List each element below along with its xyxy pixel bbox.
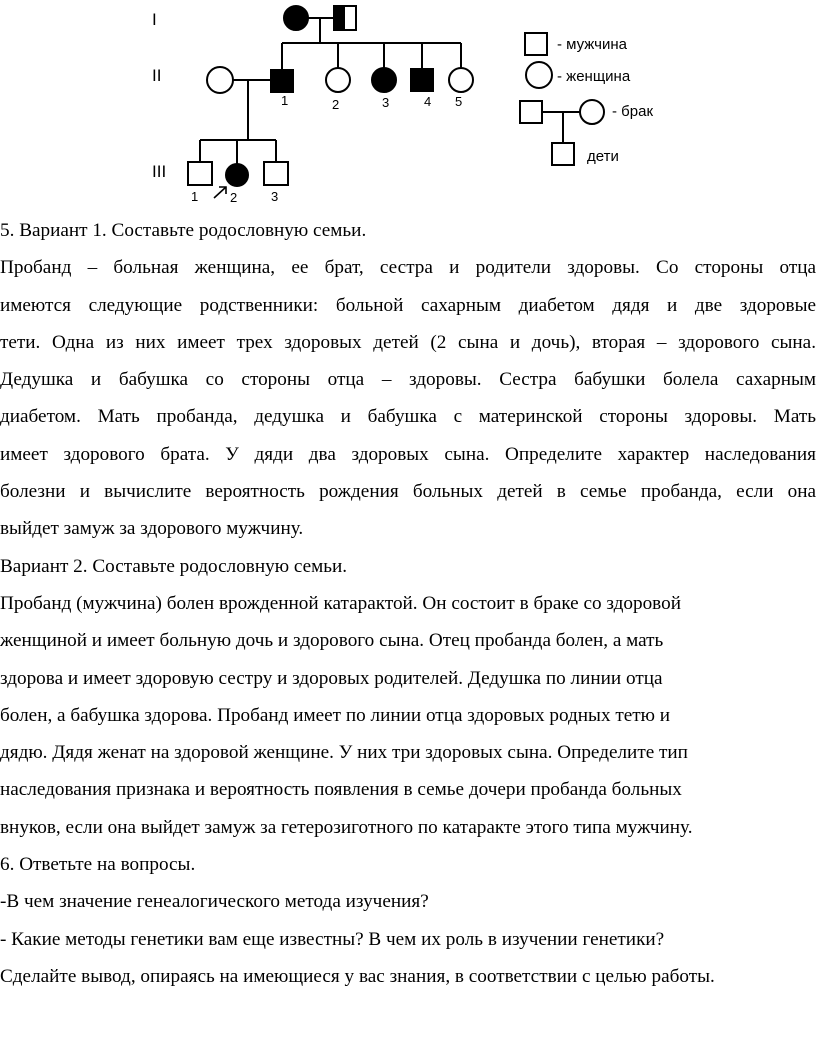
- pedigree-diagram: [0, 0, 816, 215]
- legend-female-label: - женщина: [557, 68, 631, 85]
- variant-1-line: выйдет замуж за здорового мужчину.: [0, 518, 304, 540]
- legend-marriage-label: - брак: [612, 103, 654, 120]
- gen2-female-3-affected: [372, 68, 396, 92]
- gen3-number-3: 3: [271, 189, 279, 204]
- gen3-male-3-healthy: [264, 162, 288, 185]
- variant-1-line: диабетом. Мать пробанда, дедушка и бабушка с материнской стороны здоровы. Мать: [0, 406, 816, 428]
- generation-label-3: III: [152, 162, 167, 181]
- assignment-text: [0, 212, 816, 995]
- gen3-male-1-healthy: [188, 162, 212, 185]
- variant-1-line: Дедушка и бабушка со стороны отца – здоровы. Сестра бабушки болела сахарным: [0, 369, 816, 391]
- variant-2-line: женщиной и имеет больную дочь и здорового сына. Отец пробанда болен, а мать: [0, 630, 664, 652]
- gen3-number-1: 1: [191, 189, 199, 204]
- gen2-male-4-affected: [411, 69, 433, 91]
- gen2-spouse-female: [207, 67, 233, 93]
- generation-label-2: II: [152, 66, 162, 85]
- gen2-male-1-affected: [271, 70, 293, 92]
- gen2-number-3: 3: [382, 95, 390, 110]
- generation-3: [188, 80, 288, 205]
- variant-1-heading: 5. Вариант 1. Составьте родословную семьи.: [0, 220, 367, 241]
- generation-2: [207, 43, 473, 112]
- gen2-number-2: 2: [332, 97, 340, 112]
- generation-1: [282, 6, 461, 43]
- gen1-male-half-shade: [334, 6, 345, 30]
- variant-2-heading: Вариант 2. Составьте родословную семьи.: [0, 555, 348, 577]
- legend-marriage-square-icon: [520, 101, 542, 123]
- variant-2-line: наследования признака и вероятность появления в семье дочери пробанда больных: [0, 779, 682, 801]
- legend-male-label: - мужчина: [557, 36, 627, 53]
- legend-child-square-icon: [552, 143, 574, 165]
- gen1-female-affected: [284, 6, 308, 30]
- variant-1-line: тети. Одна из них имеет трех здоровых детей (2 сына и дочь), вторая – здорового сына.: [0, 331, 816, 353]
- gen2-number-1: 1: [281, 93, 289, 108]
- gen3-number-2: 2: [230, 190, 238, 205]
- variant-2-line: внуков, если она выйдет замуж за гетерозиготного по катаракте этого типа мужчину.: [0, 816, 693, 838]
- generation-label-1: I: [152, 10, 157, 29]
- gen3-proband-female-affected: [226, 164, 248, 186]
- questions-heading: 6. Ответьте на вопросы.: [0, 854, 196, 876]
- variant-1-line: болезни и вычислите вероятность рождения больных детей в семье пробанда, если она: [0, 481, 816, 503]
- variant-1-line: имеет здорового брата. У дяди два здоровых сына. Определите характер наследования: [0, 443, 816, 465]
- gen2-female-2-healthy: [326, 68, 350, 92]
- gen2-number-5: 5: [455, 94, 463, 109]
- variant-2-line: болен, а бабушка здорова. Пробанд имеет по линии отца здоровых родных тетю и: [0, 704, 671, 726]
- gen2-number-4: 4: [424, 94, 432, 109]
- question-line: -В чем значение генеалогического метода изучения?: [0, 891, 429, 913]
- legend-marriage-circle-icon: [580, 100, 604, 124]
- questions-body: [0, 883, 816, 995]
- question-line: Сделайте вывод, опираясь на имеющиеся у вас знания, в соответствии с целью работы.: [0, 965, 715, 987]
- variant-1-body: [0, 249, 816, 547]
- proband-arrow-icon: [214, 187, 226, 198]
- question-line: - Какие методы генетики вам еще известны? В чем их роль в изучении генетики?: [0, 928, 665, 950]
- variant-2-body: [0, 585, 816, 846]
- variant-2-line: здорова и имеет здоровую сестру и здоровых родителей. Дедушка по линии отца: [0, 667, 663, 689]
- legend-female-circle-icon: [526, 62, 552, 88]
- legend-male-square-icon: [525, 33, 547, 55]
- variant-1-line: имеются следующие родственники: больной сахарным диабетом дядя и две здоровые: [0, 294, 816, 316]
- variant-2-line: дядю. Дядя женат на здоровой женщине. У них три здоровых сына. Определите тип: [0, 742, 688, 764]
- gen2-female-5-healthy: [449, 68, 473, 92]
- pedigree-legend: [520, 33, 653, 165]
- variant-1-line: Пробанд – больная женщина, ее брат, сестра и родители здоровы. Со стороны отца: [0, 257, 816, 279]
- legend-children-label: дети: [587, 148, 619, 165]
- variant-2-line: Пробанд (мужчина) болен врожденной катарактой. Он состоит в браке со здоровой: [0, 592, 681, 614]
